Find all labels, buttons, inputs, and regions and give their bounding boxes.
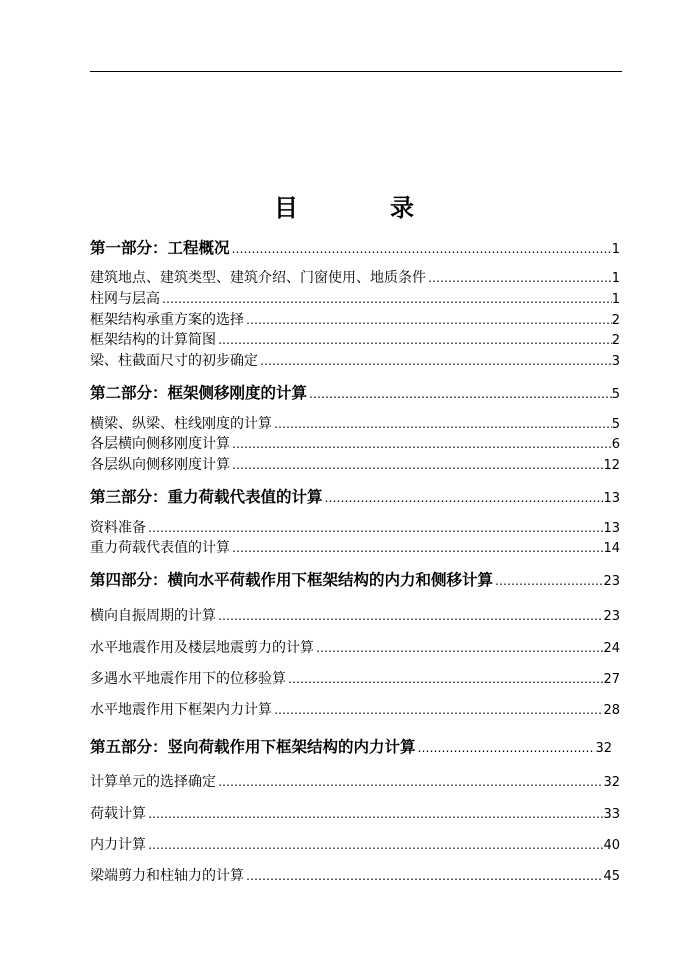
dot-leader	[216, 772, 603, 792]
toc-entry-page: 12	[603, 458, 620, 473]
toc-entry-page: 2	[611, 333, 620, 348]
toc-entry-page: 1	[611, 271, 620, 286]
toc-part-entry[interactable]	[90, 383, 620, 405]
dot-leader	[146, 835, 603, 855]
toc-section-entry[interactable]	[90, 351, 620, 372]
dot-leader	[216, 606, 603, 626]
toc-entry-label: 内力计算	[90, 837, 146, 853]
dot-leader	[160, 289, 612, 309]
dot-leader	[146, 518, 603, 538]
dot-leader	[323, 488, 604, 508]
toc-entry-page: 33	[603, 807, 620, 822]
toc-entry-label: 第四部分：横向水平荷载作用下框架结构的内力和侧移计算	[90, 571, 494, 589]
toc-entry-page: 3	[611, 354, 620, 369]
toc-entry-page: 5	[611, 387, 620, 402]
dot-leader	[230, 239, 612, 259]
toc-entry-page: 2	[611, 313, 620, 328]
toc-entry-label: 计算单元的选择确定	[90, 774, 216, 790]
toc-section-entry[interactable]	[90, 700, 620, 721]
toc-entry-label: 梁、柱截面尺寸的初步确定	[90, 353, 258, 369]
toc-entry-page: 13	[603, 521, 620, 536]
toc-entry-page: 28	[603, 703, 620, 718]
dot-leader	[230, 434, 612, 454]
dot-leader	[314, 638, 603, 658]
toc-entry-label: 第一部分：工程概况	[90, 239, 230, 257]
toc-entry-page: 1	[611, 242, 620, 257]
toc-entry-label: 第三部分：重力荷载代表值的计算	[90, 488, 323, 506]
toc-part-entry[interactable]	[90, 737, 612, 759]
toc-section-entry[interactable]	[90, 289, 620, 310]
toc-entry-label: 水平地震作用下框架内力计算	[90, 702, 272, 718]
toc-section-entry[interactable]	[90, 835, 620, 856]
toc-section-entry[interactable]	[90, 866, 620, 887]
toc-entry-page: 45	[603, 869, 620, 884]
toc-entry-page: 27	[603, 672, 620, 687]
toc-entry-label: 横梁、纵梁、柱线刚度的计算	[90, 416, 272, 432]
toc-section-entry[interactable]	[90, 606, 620, 627]
dot-leader	[286, 669, 603, 689]
toc-entry-label: 各层横向侧移刚度计算	[90, 436, 230, 452]
header-rule	[90, 71, 622, 72]
toc-section-entry[interactable]	[90, 804, 620, 825]
toc-entry-label: 各层纵向侧移刚度计算	[90, 457, 230, 473]
toc-entry-label: 第二部分：框架侧移刚度的计算	[90, 384, 308, 402]
toc-entry-label: 资料准备	[90, 520, 146, 536]
dot-leader	[272, 414, 612, 434]
toc-entry-page: 23	[603, 609, 620, 624]
toc-entry-label: 水平地震作用及楼层地震剪力的计算	[90, 640, 314, 656]
dot-leader	[230, 538, 603, 558]
toc-section-entry[interactable]	[90, 268, 620, 289]
toc-part-entry[interactable]	[90, 570, 620, 592]
dot-leader	[244, 310, 612, 330]
toc-section-entry[interactable]	[90, 434, 620, 455]
toc-section-entry[interactable]	[90, 772, 620, 793]
toc-section-entry[interactable]	[90, 310, 620, 331]
toc-entry-page: 40	[603, 838, 620, 853]
toc-entry-page: 1	[611, 292, 620, 307]
toc-entry-label: 多遇水平地震作用下的位移验算	[90, 671, 286, 687]
toc-section-entry[interactable]	[90, 518, 620, 539]
toc-part-entry[interactable]	[90, 238, 620, 260]
dot-leader	[230, 455, 603, 475]
dot-leader	[307, 384, 612, 404]
dot-leader	[216, 330, 612, 350]
toc-entry-label: 第五部分：竖向荷载作用下框架结构的内力计算	[90, 738, 416, 756]
toc-entry-label: 框架结构的计算简图	[90, 332, 216, 348]
dot-leader	[244, 866, 603, 886]
toc-entry-label: 框架结构承重方案的选择	[90, 312, 244, 328]
toc-section-entry[interactable]	[90, 669, 620, 690]
toc-title: 目 录	[274, 193, 448, 222]
toc-entry-label: 建筑地点、建筑类型、建筑介绍、门窗使用、地质条件	[90, 270, 426, 286]
dot-leader	[272, 700, 603, 720]
dot-leader	[258, 351, 612, 371]
toc-entry-label: 柱网与层高	[90, 291, 160, 307]
toc-section-entry[interactable]	[90, 638, 620, 659]
toc-section-entry[interactable]	[90, 414, 620, 435]
toc-entry-page: 32	[595, 741, 612, 756]
dot-leader	[493, 571, 603, 591]
toc-entry-page: 23	[603, 574, 620, 589]
toc-entry-page: 24	[603, 641, 620, 656]
dot-leader	[426, 268, 612, 288]
toc-section-entry[interactable]	[90, 538, 620, 559]
toc-section-entry[interactable]	[90, 330, 620, 351]
toc-entry-page: 14	[603, 541, 620, 556]
toc-entry-label: 梁端剪力和柱轴力的计算	[90, 868, 244, 884]
toc-entry-page: 13	[603, 491, 620, 506]
toc-entry-label: 横向自振周期的计算	[90, 608, 216, 624]
toc-entry-page: 5	[611, 417, 620, 432]
dot-leader	[416, 738, 596, 758]
toc-entry-label: 荷载计算	[90, 806, 146, 822]
toc-entry-page: 32	[603, 775, 620, 790]
toc-section-entry[interactable]	[90, 455, 620, 476]
toc-entry-page: 6	[611, 437, 620, 452]
toc-part-entry[interactable]	[90, 487, 620, 509]
toc-entry-label: 重力荷载代表值的计算	[90, 540, 230, 556]
dot-leader	[146, 804, 603, 824]
